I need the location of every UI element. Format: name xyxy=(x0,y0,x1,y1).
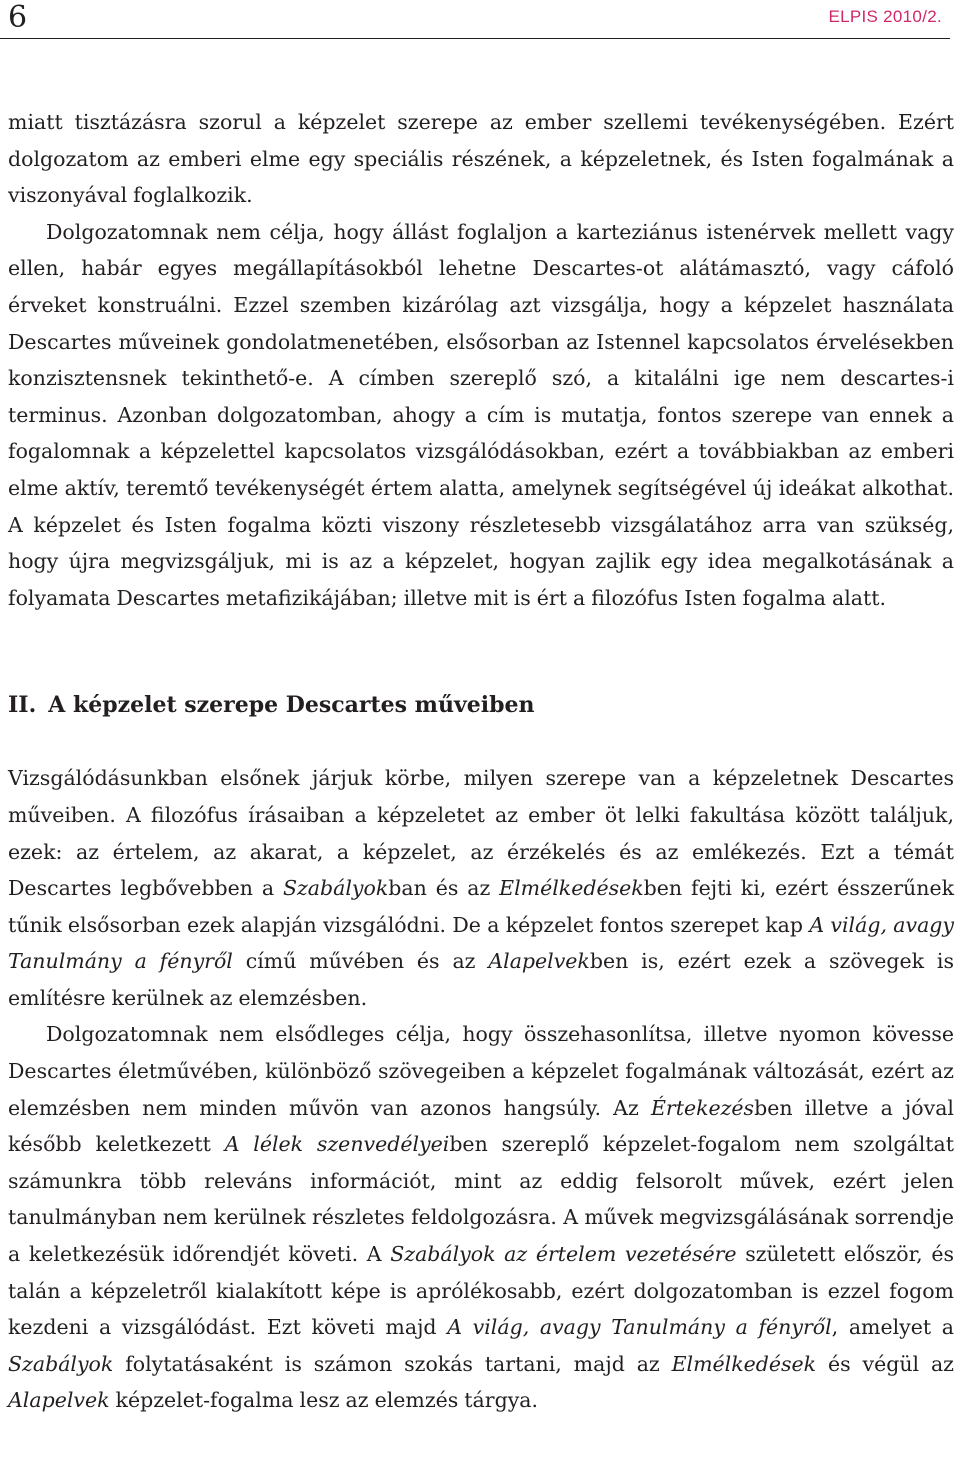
paragraph-continuation: miatt tisztázásra szorul a képzelet szerepe az ember szellemi tevékenységében. Ezért dolgozatom az emberi elme egy speciális részének, a képzeletnek, és Isten fogalmának a viszonyával foglalkozik. xyxy=(8,110,954,208)
section-heading xyxy=(8,690,954,720)
header-rule xyxy=(0,38,950,39)
paragraph: Vizsgálódásunkban elsőnek járjuk körbe, milyen szerepe van a képzeletnek Descartes műveiben. A filozófus írásaiban a képzeletet az ember öt lelki fakultása között találjuk, ezek: az értelem, az akarat, a képzelet, az érzékelés és az emlékezés. Ezt a témát Descartes legbővebben a Szabályokban és az Elmélkedésekben fejti ki, ezért ésszerűnek tűnik elsősorban ezek alapján vizsgálódni. De a képzelet fontos szerepet kap A világ, avagy Tanulmány a fényről című művében és az Alapelvekben is, ezért ezek a szövegek is említésre kerülnek az elemzésben. xyxy=(8,766,955,1010)
work-title: A lélek szenvedélyei xyxy=(224,1132,450,1157)
page-header xyxy=(0,0,960,40)
journal-issue: ELPIS 2010/2. xyxy=(828,7,942,26)
work-title: Szabályok xyxy=(282,876,389,901)
work-title: A világ, avagy Tanulmány a fényről xyxy=(447,1315,832,1340)
work-title: Elmélkedések xyxy=(671,1351,817,1376)
work-title: A világ, avagy Tanulmány a fényről xyxy=(8,912,954,974)
article-body xyxy=(8,104,954,1419)
work-title: Értekezés xyxy=(650,1095,755,1120)
section-title: A képzelet szerepe Descartes műveiben xyxy=(48,692,535,719)
page-number: 6 xyxy=(8,0,28,35)
paragraph: Dolgozatomnak nem célja, hogy állást foglaljon a karteziánus istenérvek mellett vagy ellen, habár egyes megállapításokból lehetne Descartes-ot alátámasztó, vagy cáfoló érveket konstruálni. Ezzel szemben kizárólag azt vizsgálja, hogy a képzelet használata Descartes műveinek gondolatmenetében, elsősorban az Istennel kapcsolatos érvelésekben konzisztensnek tekinthető-e. A címben szereplő szó, a kitalálni ige nem descartes-i terminus. Azonban dolgozatomban, ahogy a cím is mutatja, fontos szerepe van ennek a fogalomnak a képzelettel kapcsolatos vizsgálódásokban, ezért a továbbiakban az emberi elme aktív, teremtő tevékenységét értem alatta, amelynek segítségével új ideákat alkothat. A képzelet és Isten fogalma közti viszony részletesebb vizsgálatához arra van szükség, hogy újra megvizsgáljuk, mi is az a képzelet, hogyan zajlik egy idea megalkotásának a folyamata Descartes metafizikájában; illetve mit is ért a filozófus Isten fogalma alatt. xyxy=(8,219,954,610)
paragraph: Dolgozatomnak nem elsődleges célja, hogy összehasonlítsa, illetve nyomon kövesse Descartes életművében, különböző szövegeiben a képzelet fogalmának változását, ezért az elemzésben nem minden művön van azonos hangsúly. Az Értekezésben illetve a jóval később keletkezett A lélek szenvedélyeiben szereplő képzelet-fogalom nem szolgáltat számunkra több releváns információt, mint az eddig felsorolt művek, ezért jelen tanulmányban nem kerülnek részletes feldolgozásra. A művek megvizsgálásának sorrendje a keletkezésük időrendjét követi. A Szabályok az értelem vezetésére született először, és talán a képzeletről kialakított képe is aprólékosabb, ezért dolgozatomban is ezzel fogom kezdeni a vizsgálódást. Ezt követi majd A világ, avagy Tanulmány a fényről, amelyet a Szabályok folytatásaként is számon szokás tartani, majd az Elmélkedések és végül az Alapelvek képzelet-fogalma lesz az elemzés tárgya. xyxy=(8,1022,954,1413)
work-title: Elmélkedések xyxy=(499,876,644,901)
work-title: Alapelvek xyxy=(8,1388,110,1413)
work-title: Szabályok az értelem vezetésére xyxy=(390,1242,737,1267)
work-title: Alapelvek xyxy=(488,949,590,974)
section-number: II. xyxy=(8,692,37,719)
work-title: Szabályok xyxy=(8,1351,114,1376)
